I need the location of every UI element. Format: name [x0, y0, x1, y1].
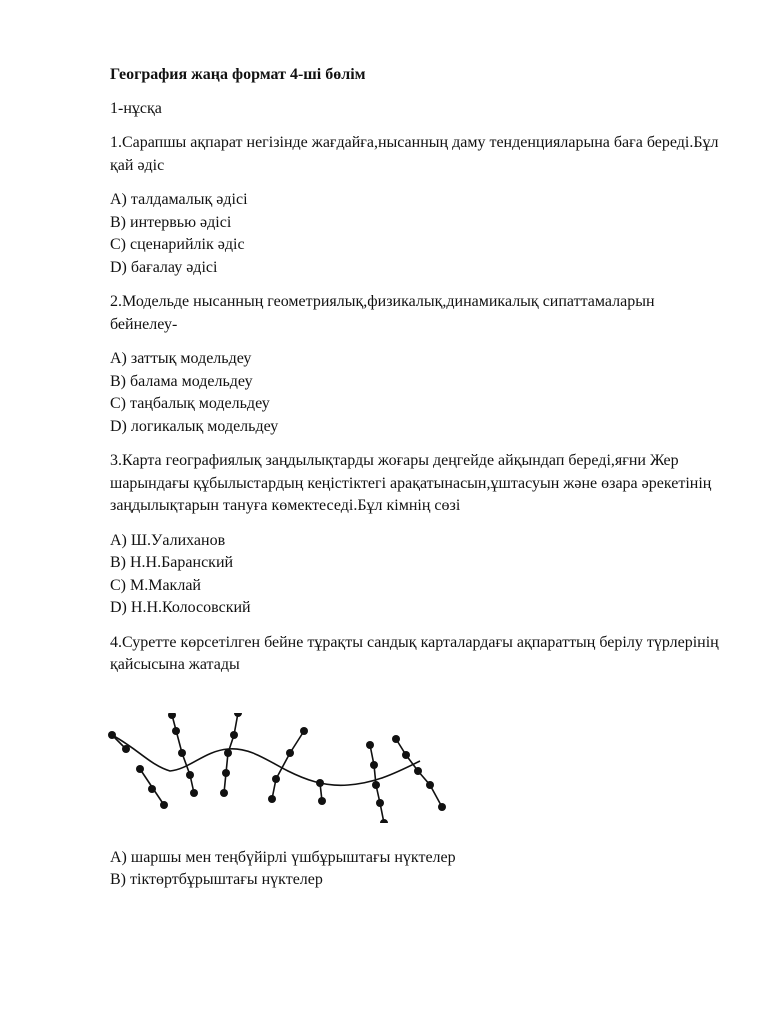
option-c: C) таңбалық модельдеу: [110, 395, 270, 412]
question-2-text: 2.Модельде нысанның геометриялық,физикалық,динамикалық сипаттамаларын бейнелеу-: [110, 293, 655, 333]
option-a: A) Ш.Уалиханов: [110, 531, 226, 549]
question-2-options: [110, 348, 720, 438]
option-d: D) Н.Н.Колосовский: [110, 599, 251, 616]
option-b: B) интервью әдісі: [110, 213, 232, 231]
dotted-line-diagram-icon: [108, 713, 448, 823]
question-1-options: [110, 189, 720, 279]
option-d: D) бағалау әдісі: [110, 258, 218, 276]
option-a: A) талдамалық әдісі: [110, 191, 248, 208]
option-a: A) заттық модельдеу: [110, 350, 252, 367]
question-3-options: [110, 530, 720, 620]
option-c: C) М.Маклай: [110, 576, 201, 594]
variant-label: 1-нұсқа: [110, 100, 162, 117]
diagram-svg: [108, 713, 448, 823]
option-b: B) Н.Н.Баранский: [110, 554, 234, 571]
option-c: C) сценарийлік әдіс: [110, 236, 245, 253]
option-b: B) балама модельдеу: [110, 372, 253, 390]
question-4-text: 4.Суретте көрсетілген бейне тұрақты сандық карталардағы ақпараттың берілу түрлерінің қайсысына жатады: [110, 633, 719, 673]
option-b: B) тіктөртбұрыштағы нүктелер: [110, 871, 323, 888]
document-title: География жаңа формат 4-ші бөлім: [110, 66, 366, 83]
option-a: A) шаршы мен теңбүйірлі үшбұрыштағы нүктелер: [110, 848, 456, 866]
option-d: D) логикалық модельдеу: [110, 417, 279, 435]
question-4-options: [110, 847, 720, 892]
document-page: [110, 64, 720, 904]
question-1-text: 1.Сарапшы ақпарат негізінде жағдайға,нысанның даму тенденцияларына баға береді.Бұл қай әдіс: [110, 134, 719, 174]
question-3-text: 3.Карта географиялық заңдылықтарды жоғары деңгейде айқындап береді,яғни Жер шарындағы құбылыстардың кеңістіктегі арақатынасын,ұштасуын және өзара әрекетінің заңдылықтарын тануға көмектеседі.Бұл кімнің сөзі: [110, 452, 712, 514]
